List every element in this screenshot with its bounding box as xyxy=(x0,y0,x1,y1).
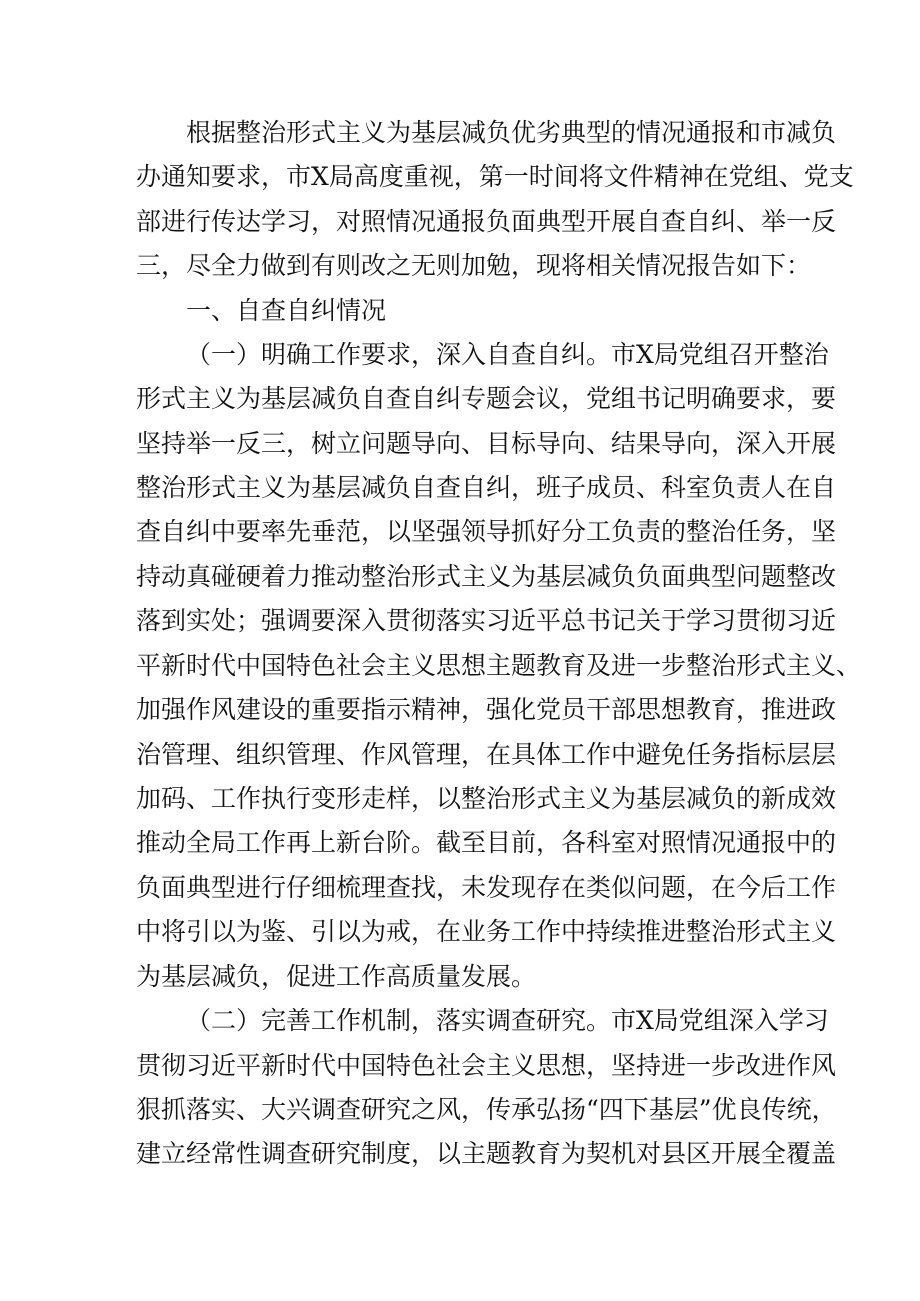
sub1-line-11: 加码、工作执行变形走样，以整治形式主义为基层减负的新成效 xyxy=(136,784,837,813)
sub1-line-4: 整治形式主义为基层减负自查自纠，班子成员、科室负责人在自 xyxy=(136,473,837,502)
sub1-line-7: 落到实处；强调要深入贯彻落实习近平总书记关于学习贯彻习近 xyxy=(136,606,837,635)
sub1-line-15: 为基层减负，促进工作高质量发展。 xyxy=(136,962,537,991)
sub1-line-12: 推动全局工作再上新台阶。截至目前，各科室对照情况通报中的 xyxy=(136,828,837,857)
section-heading: 一、自查自纠情况 xyxy=(186,296,387,325)
intro-line-4: 三，尽全力做到有则改之无则加勉，现将相关情况报告如下： xyxy=(136,251,812,280)
sub2-line-1: （二）完善工作机制，落实调查研究。市X局党组深入学习 xyxy=(186,1006,829,1035)
sub2-line-4: 建立经常性调查研究制度，以主题教育为契机对县区开展全覆盖 xyxy=(136,1139,837,1168)
sub1-line-9: 加强作风建设的重要指示精神，强化党员干部思想教育，推进政 xyxy=(136,695,837,724)
sub1-line-1: （一）明确工作要求，深入自查自纠。市X局党组召开整治 xyxy=(186,340,829,369)
intro-line-1: 根据整治形式主义为基层减负优劣典型的情况通报和市减负 xyxy=(186,118,837,147)
sub1-line-13: 负面典型进行仔细梳理查找，未发现存在类似问题，在今后工作 xyxy=(136,873,837,902)
sub1-line-6: 持动真碰硬着力推动整治形式主义为基层减负负面典型问题整改 xyxy=(136,562,837,591)
sub1-line-2: 形式主义为基层减负自查自纠专题会议，党组书记明确要求，要 xyxy=(136,384,837,413)
sub1-line-5: 查自纠中要率先垂范，以坚强领导抓好分工负责的整治任务，坚 xyxy=(136,517,837,546)
sub1-line-14: 中将引以为鉴、引以为戒，在业务工作中持续推进整治形式主义 xyxy=(136,917,837,946)
sub2-line-3: 狠抓落实、大兴调查研究之风，传承弘扬“四下基层”优良传统， xyxy=(136,1095,837,1124)
sub2-line-2: 贯彻习近平新时代中国特色社会主义思想，坚持进一步改进作风 xyxy=(136,1051,837,1080)
sub1-line-10: 治管理、组织管理、作风管理，在具体工作中避免任务指标层层 xyxy=(136,740,837,769)
sub1-line-3: 坚持举一反三，树立问题导向、目标导向、结果导向，深入开展 xyxy=(136,429,837,458)
sub1-line-8: 平新时代中国特色社会主义思想主题教育及进一步整治形式主义、 xyxy=(136,651,862,680)
intro-line-2: 办通知要求，市X局高度重视，第一时间将文件精神在党组、党支 xyxy=(136,162,854,191)
intro-line-3: 部进行传达学习，对照情况通报负面典型开展自查自纠、举一反 xyxy=(136,207,837,236)
